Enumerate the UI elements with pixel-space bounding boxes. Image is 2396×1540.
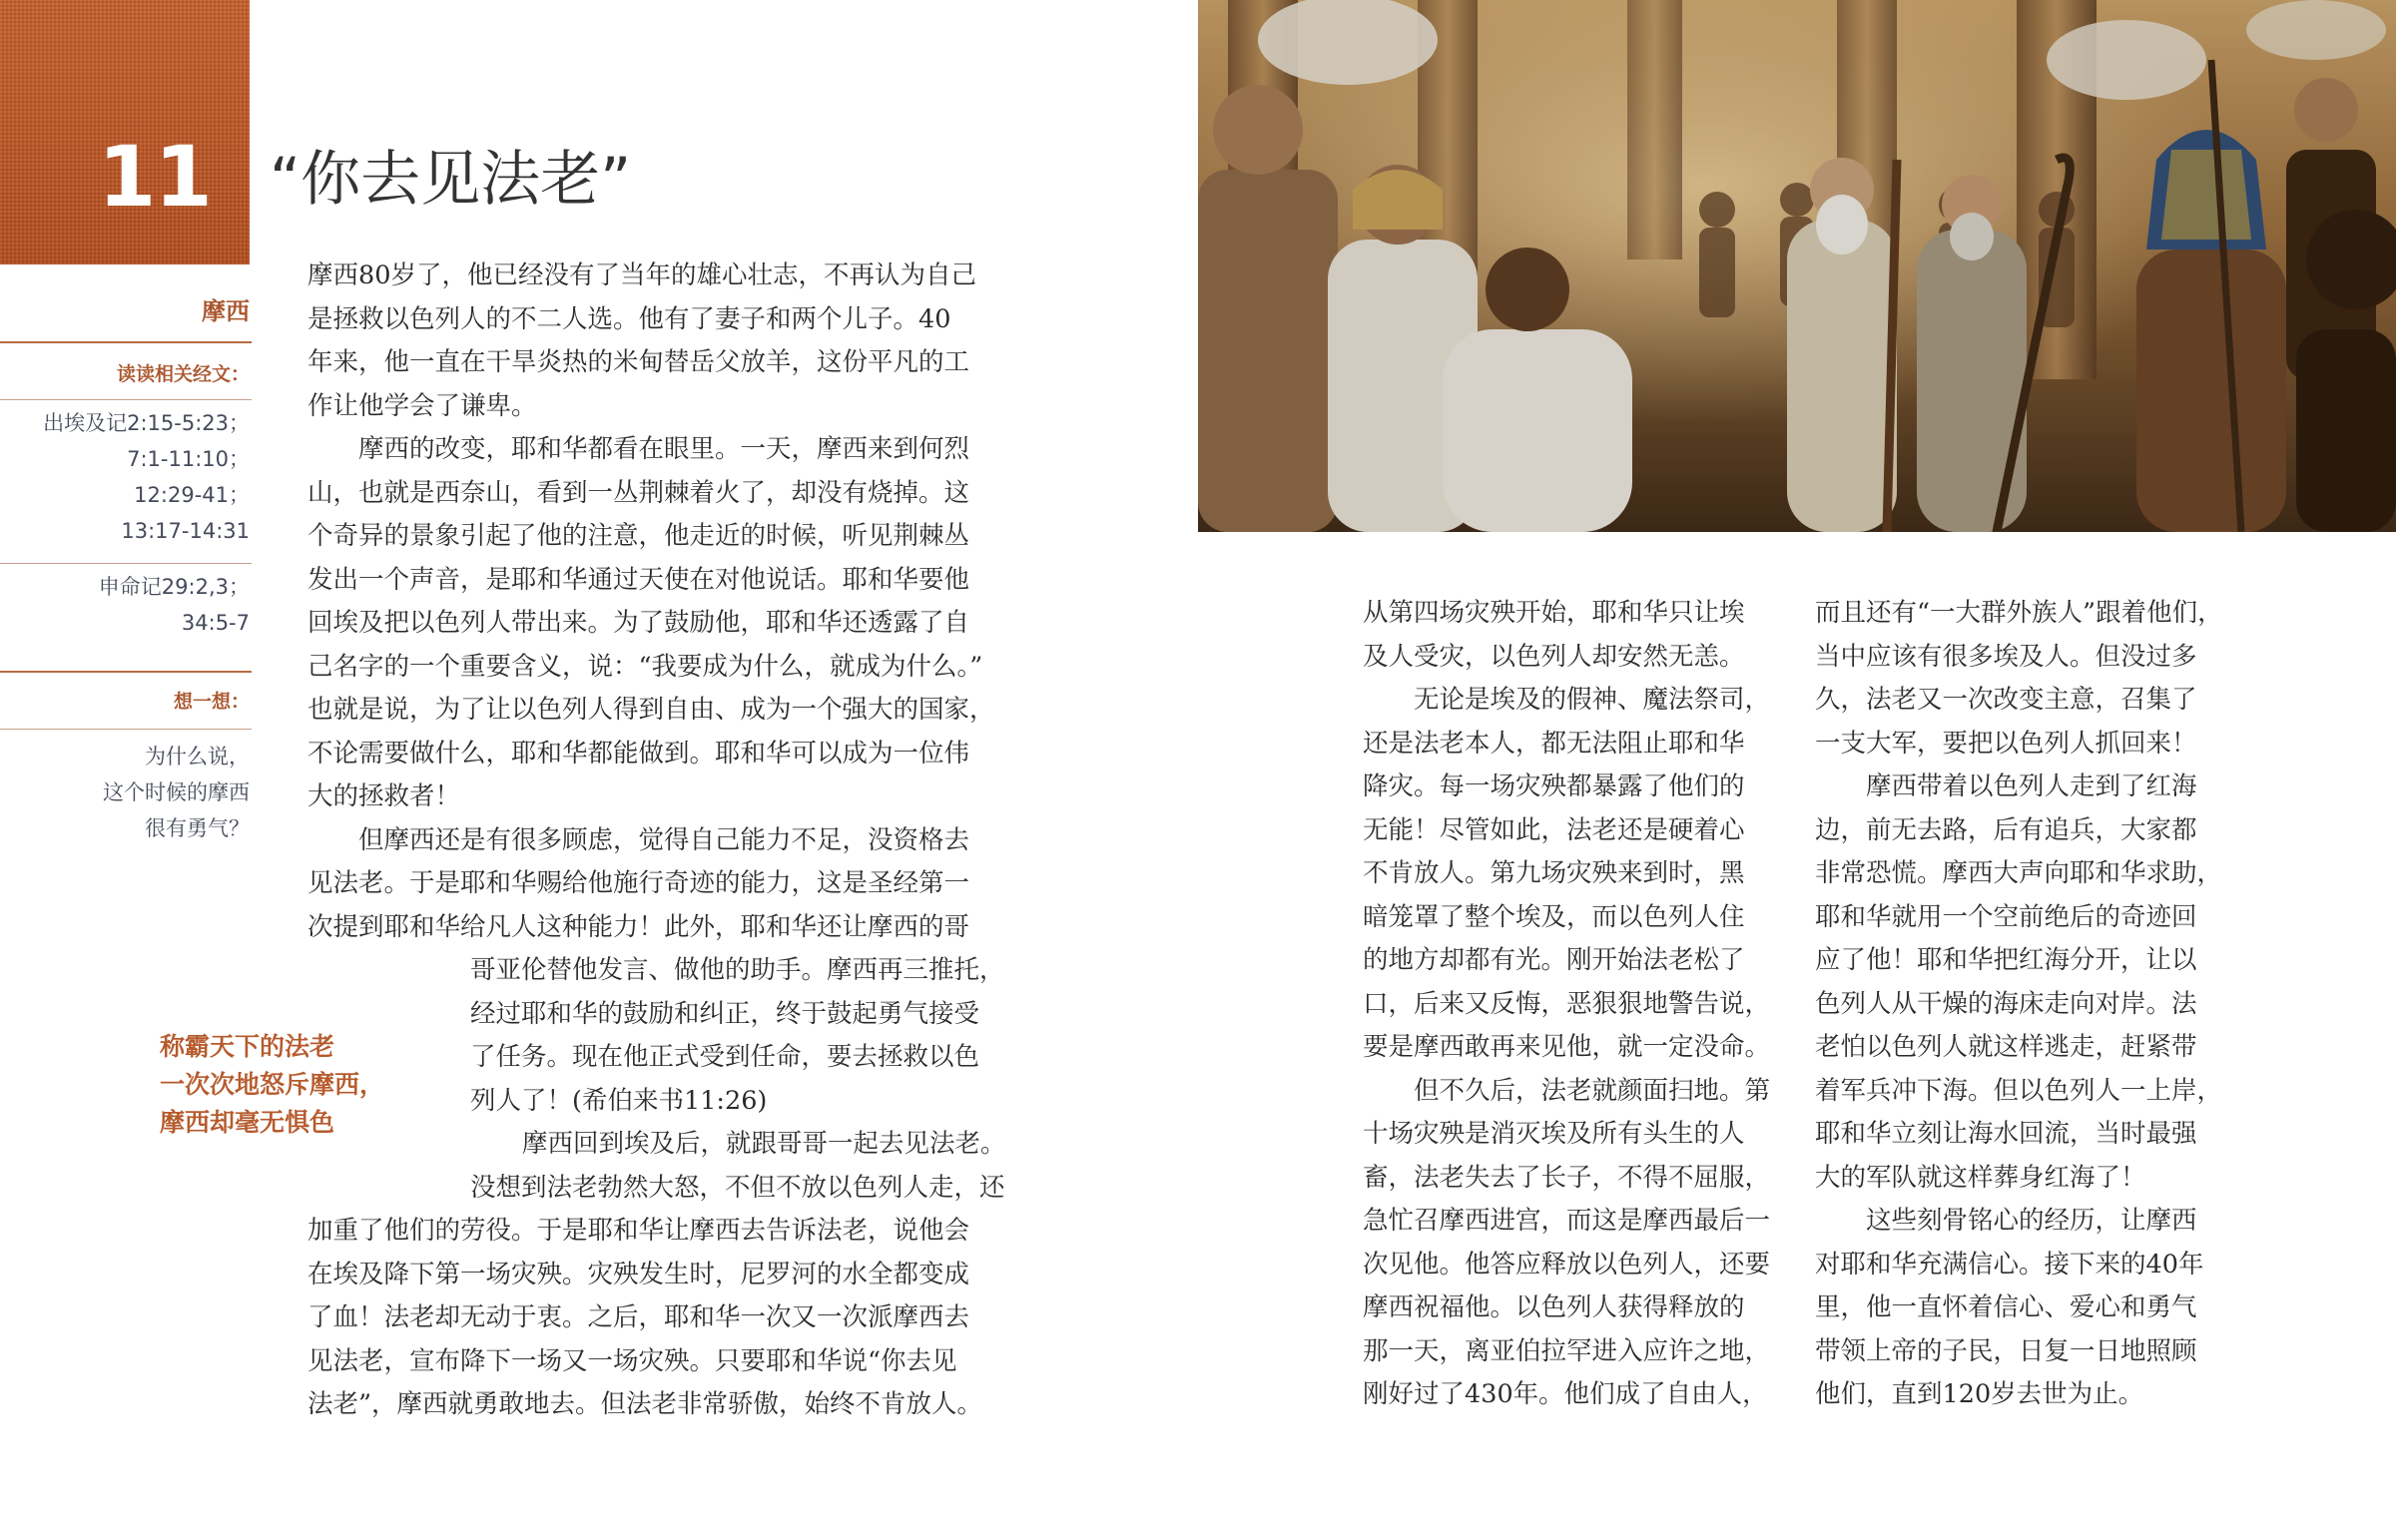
scripture-reference: 7:1-11:10； bbox=[127, 447, 250, 471]
body-column-2 bbox=[1363, 592, 1782, 1417]
illustration-moses-before-pharaoh bbox=[1198, 0, 2396, 532]
scripture-reference: 34:5-7 bbox=[181, 611, 250, 635]
sidebar-divider bbox=[0, 341, 252, 343]
question-line: 很有勇气？ bbox=[145, 816, 250, 840]
chapter-number-block bbox=[0, 0, 250, 264]
sidebar-think-label: 想一想： bbox=[173, 691, 250, 713]
body-column-1 bbox=[307, 255, 1036, 1427]
paragraph: 摩西带着以色列人走到了红海 边，前无去路，后有追兵，大家都 非常恐慌。摩西大声向耶和华求助， 耶和华就用一个空前绝后的奇迹回 应了他！耶和华把红海分开，让以 色列人从干燥的海床走向对岸。法 老怕以色列人就这样逃走，赶紧带 着军兵冲下海。但以色列人一上岸， 耶和华立刻让海水回流，当时最强 大的军队就这样葬身红海了！ bbox=[1815, 771, 2223, 1193]
paragraph: 摩西回到埃及后，就跟哥哥一起去见法老。 没想到法老勃然大怒，不但不放以色列人走，还 加重了他们的劳役。于是耶和华让摩西去告诉法老，说他会 在埃及降下第一场灾殃。灾殃发生时，尼罗河的水全都变成 了血！法老却无动于衷。之后，耶和华一次又一次派摩西去 见法老，宣布降下一场又一场灾殃。只要耶和华说“你去见 法老”，摩西就勇敢地去。但法老非常骄傲，始终不肯放人。 bbox=[307, 1129, 1006, 1419]
sidebar-references-group-2 bbox=[99, 569, 250, 641]
sidebar-divider bbox=[0, 563, 252, 564]
pull-quote-line: 摩西却毫无惧色 bbox=[160, 1108, 335, 1137]
scripture-reference: 申命记29:2,3； bbox=[98, 575, 250, 599]
scripture-reference: 12:29-41； bbox=[134, 483, 250, 507]
sidebar-read-label: 读读相关经文： bbox=[116, 363, 250, 385]
scripture-reference: 13:17-14:31 bbox=[121, 519, 250, 543]
paragraph: 但不久后，法老就颜面扫地。第 十场灾殃是消灭埃及所有头生的人 畜，法老失去了长子，不得不屈服， 急忙召摩西进宫，而这是摩西最后一 次见他。他答应释放以色列人，还要 摩西祝福他。以色列人获得释放的 那一天，离亚伯拉罕进入应许之地， 刚好过了430年。他们成了自由人， bbox=[1363, 1075, 1771, 1409]
sidebar-references-group-1 bbox=[43, 405, 250, 549]
body-column-3 bbox=[1815, 592, 2244, 1417]
question-line: 为什么说， bbox=[145, 745, 250, 769]
question-line: 这个时候的摩西 bbox=[103, 780, 250, 804]
chapter-title: “你去见法老” bbox=[270, 145, 632, 215]
chapter-number: 11 bbox=[98, 128, 211, 226]
pull-quote-line: 称霸天下的法老 bbox=[160, 1032, 335, 1061]
paragraph: 但摩西还是有很多顾虑，觉得自己能力不足，没资格去 见法老。于是耶和华赐给他施行奇迹的能力，这是圣经第一 次提到耶和华给凡人这种能力！此外，耶和华还让摩西的哥 哥亚伦替他发言、做他的助手。摩西再三推托， 经过耶和华的鼓励和纠正，终于鼓起勇气接受 了任务。现在他正式受到任命，要去拯救以色 列人了！(希伯来书11:26) bbox=[307, 824, 1005, 1116]
sidebar-question bbox=[103, 739, 250, 846]
paragraph: 从第四场灾殃开始，耶和华只让埃 及人受灾，以色列人却安然无恙。 bbox=[1363, 598, 1745, 672]
paragraph: 这些刻骨铭心的经历，让摩西 对耶和华充满信心。接下来的40年 里，他一直怀着信心、爱心和勇气 带领上帝的子民，日复一日地照顾 他们，直到120岁去世为止。 bbox=[1815, 1206, 2204, 1409]
pull-quote-line: 一次次地怒斥摩西， bbox=[160, 1070, 385, 1099]
paragraph: 摩西80岁了，他已经没有了当年的雄心壮志，不再认为自己 是拯救以色列人的不二人选。他有了妻子和两个儿子。40 年来，他一直在干旱炎热的米甸替岳父放羊，这份平凡的工 作让他学会了谦卑。 bbox=[307, 260, 976, 421]
scripture-reference: 出埃及记2:15-5:23； bbox=[43, 411, 250, 435]
sidebar-divider bbox=[0, 399, 252, 400]
illustration-artwork bbox=[1198, 0, 2396, 532]
sidebar-divider bbox=[0, 729, 252, 730]
paragraph: 而且还有“一大群外族人”跟着他们， 当中应该有很多埃及人。但没过多 久，法老又一次改变主意，召集了 一支大军，要把以色列人抓回来！ bbox=[1815, 598, 2223, 759]
paragraph: 摩西的改变，耶和华都看在眼里。一天，摩西来到何烈 山，也就是西奈山，看到一丛荆棘着火了，却没有烧掉。这 个奇异的景象引起了他的注意，他走近的时候，听见荆棘丛 发出一个声音，是耶和华通过天使在对他说话。耶和华要他 回埃及把以色列人带出来。为了鼓励他，耶和华还透露了自 己名字的一个重要含义，说：“我要成为什么，就成为什么。” 也就是说，为了让以色列人得到自由、成为一个强大的国家， 不论需要做什么，耶和华都能做到。耶和华可以成为一位伟 大的拯救者！ bbox=[307, 434, 995, 811]
sidebar-person-name: 摩西 bbox=[202, 297, 250, 325]
paragraph: 无论是埃及的假神、魔法祭司， 还是法老本人，都无法阻止耶和华 降灾。每一场灾殃都暴露了他们的 无能！尽管如此，法老还是硬着心 不肯放人。第九场灾殃来到时，黑 暗笼罩了整个埃及，而以色列人住 的地方却都有光。刚开始法老松了 口，后来又反悔，恶狠狠地警告说， 要是摩西敢再来见他，就一定没命。 bbox=[1363, 685, 1771, 1062]
sidebar-divider bbox=[0, 671, 252, 673]
